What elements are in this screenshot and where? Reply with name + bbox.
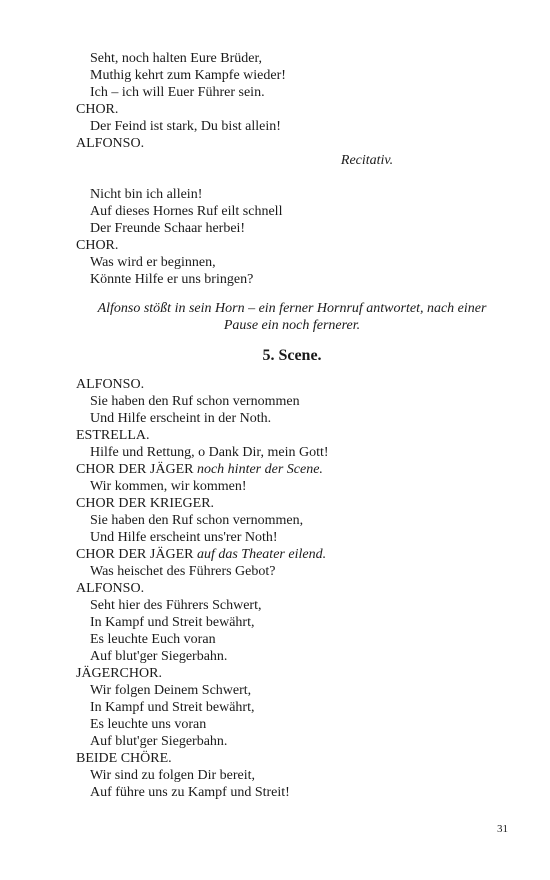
verse-line: Es leuchte uns voran	[90, 717, 207, 732]
speaker-name: JÄGERCHOR.	[76, 666, 162, 681]
scene-title: 5. Scene.	[262, 347, 322, 364]
stage-direction-line: Alfonso stößt in sein Horn – ein ferner Hornruf antwortet, nach einer	[97, 301, 487, 316]
speaker-name: CHOR DER JÄGER	[76, 462, 194, 477]
text-block-3	[76, 376, 508, 801]
speaker-name: BEIDE CHÖRE.	[76, 751, 172, 766]
verse-line: Könnte Hilfe er uns bringen?	[90, 272, 254, 287]
stage-direction-line: Pause ein noch fernerer.	[223, 318, 361, 333]
libretto-page	[76, 50, 508, 801]
stage-direction	[76, 300, 508, 334]
verse-line: Nicht bin ich allein!	[90, 187, 203, 202]
speaker-name: ALFONSO.	[76, 581, 145, 596]
verse-line: Ich – ich will Euer Führer sein.	[90, 85, 265, 100]
speaker-name: ESTRELLA.	[76, 428, 150, 443]
verse-line: Es leuchte Euch voran	[90, 632, 216, 647]
verse-line: Wir kommen, wir kommen!	[90, 479, 247, 494]
verse-line: Seht hier des Führers Schwert,	[90, 598, 262, 613]
inline-direction: auf das Theater eilend.	[196, 547, 327, 562]
verse-line: Sie haben den Ruf schon vernommen	[90, 394, 300, 409]
verse-line: Auf führe uns zu Kampf und Streit!	[90, 785, 290, 800]
verse-line: In Kampf und Streit bewährt,	[90, 615, 255, 630]
inline-direction: noch hinter der Scene.	[196, 462, 323, 477]
verse-line: Der Freunde Schaar herbei!	[90, 221, 246, 236]
verse-line: In Kampf und Streit bewährt,	[90, 700, 255, 715]
verse-line: Wir sind zu folgen Dir bereit,	[90, 768, 256, 783]
verse-line: Seht, noch halten Eure Brüder,	[90, 51, 263, 66]
recitativ-marking: Recitativ.	[340, 153, 394, 168]
speaker-name: ALFONSO.	[76, 136, 145, 151]
verse-line: Auf blut'ger Siegerbahn.	[90, 734, 228, 749]
text-block-1	[76, 50, 508, 152]
verse-line: Auf blut'ger Siegerbahn.	[90, 649, 228, 664]
verse-line: Auf dieses Hornes Ruf eilt schnell	[90, 204, 283, 219]
speaker-name: CHOR.	[76, 102, 119, 117]
text-block-2	[76, 186, 508, 288]
verse-line: Der Feind ist stark, Du bist allein!	[90, 119, 281, 134]
speaker-name: CHOR DER KRIEGER.	[76, 496, 215, 511]
verse-line: Und Hilfe erscheint in der Noth.	[90, 411, 272, 426]
verse-line: Muthig kehrt zum Kampfe wieder!	[90, 68, 286, 83]
page-number: 31	[497, 823, 508, 835]
verse-line: Wir folgen Deinem Schwert,	[90, 683, 252, 698]
speaker-with-direction	[76, 546, 508, 563]
speaker-name: CHOR.	[76, 238, 119, 253]
verse-line: Hilfe und Rettung, o Dank Dir, mein Gott!	[90, 445, 329, 460]
verse-line: Was heischet des Führers Gebot?	[90, 564, 276, 579]
speaker-with-direction	[76, 461, 508, 478]
verse-line: Sie haben den Ruf schon vernommen,	[90, 513, 304, 528]
verse-line: Und Hilfe erscheint uns'rer Noth!	[90, 530, 278, 545]
spacer	[76, 169, 508, 186]
verse-line: Was wird er beginnen,	[90, 255, 216, 270]
speaker-name: ALFONSO.	[76, 377, 145, 392]
speaker-name: CHOR DER JÄGER	[76, 547, 194, 562]
